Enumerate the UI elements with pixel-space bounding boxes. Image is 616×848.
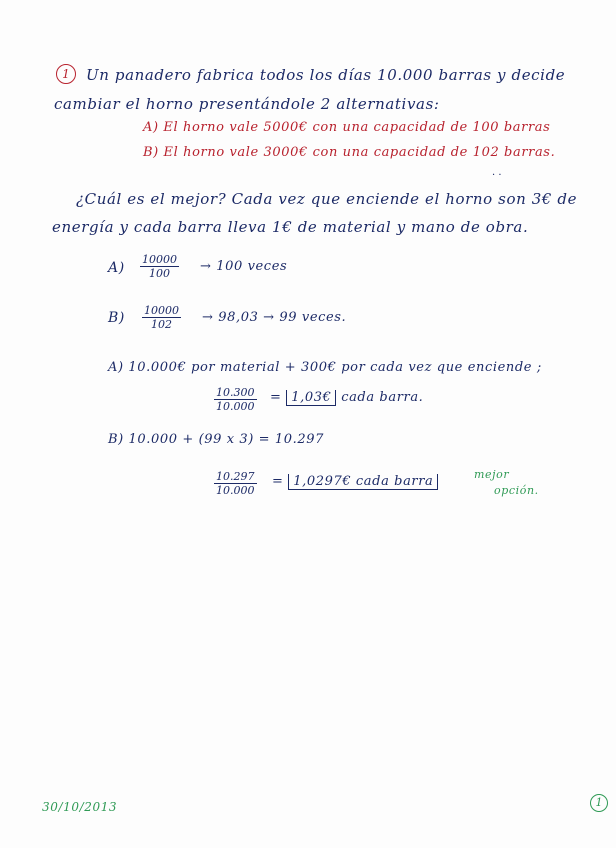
calc-b-numerator: 10000	[144, 304, 179, 317]
cost-a-unit: cada barra.	[341, 390, 424, 405]
stray-dots: · ·	[492, 170, 502, 181]
best-option-note-1: mejor	[474, 468, 510, 481]
option-b	[143, 145, 555, 160]
cost-b-result: 1,0297€ cada barra	[288, 474, 438, 490]
option-a	[143, 120, 550, 135]
footer-date: 30/10/2013	[42, 800, 118, 814]
question-line-2: energía y cada barra lleva 1€ de material y mano de obra.	[52, 218, 529, 236]
calc-b-label: B)	[108, 310, 125, 326]
cost-a-line: A) 10.000€ por material + 300€ por cada vez que enciende ;	[108, 360, 542, 375]
calc-a-result: → 100 veces	[200, 259, 288, 274]
option-a-text: A) El horno vale 5000€ con una capacidad de 100 barras	[143, 120, 551, 135]
footer-page-number: 1	[590, 794, 608, 812]
question-line-1: ¿Cuál es el mejor? Cada vez que enciende el horno son 3€ de	[76, 190, 578, 208]
calc-b-denominator: 102	[151, 318, 172, 331]
cost-a-numerator: 10.300	[216, 386, 255, 399]
cost-a-denominator: 10.000	[216, 400, 255, 413]
calc-a-denominator: 100	[149, 267, 170, 280]
calc-a-numerator: 10000	[142, 253, 177, 266]
calc-b-result: → 98,03 → 99 veces.	[202, 310, 347, 325]
cost-b-numerator: 10.297	[216, 470, 255, 483]
best-option-note-2: opción.	[494, 484, 539, 497]
cost-a-result-line	[270, 390, 423, 405]
cost-a-fraction	[214, 386, 257, 413]
calc-a-fraction	[140, 253, 179, 280]
problem-line-1: Un panadero fabrica todos los días 10.000 barras y decide	[86, 66, 566, 84]
cost-b-result-line	[272, 474, 438, 489]
equals-sign: =	[270, 390, 282, 405]
equals-sign-b: =	[272, 474, 284, 489]
problem-number: 1	[56, 64, 76, 84]
cost-a-result: 1,03€	[286, 390, 336, 406]
problem-line-2: cambiar el horno presentándole 2 alternativas:	[54, 95, 440, 113]
cost-b-denominator: 10.000	[216, 484, 255, 497]
cost-b-fraction	[214, 470, 257, 497]
cost-b-line: B) 10.000 + (99 x 3) = 10.297	[108, 432, 324, 447]
calc-a-label: A)	[108, 260, 125, 276]
option-b-text: B) El horno vale 3000€ con una capacidad de 102 barras.	[143, 145, 556, 160]
calc-b-fraction	[142, 304, 181, 331]
